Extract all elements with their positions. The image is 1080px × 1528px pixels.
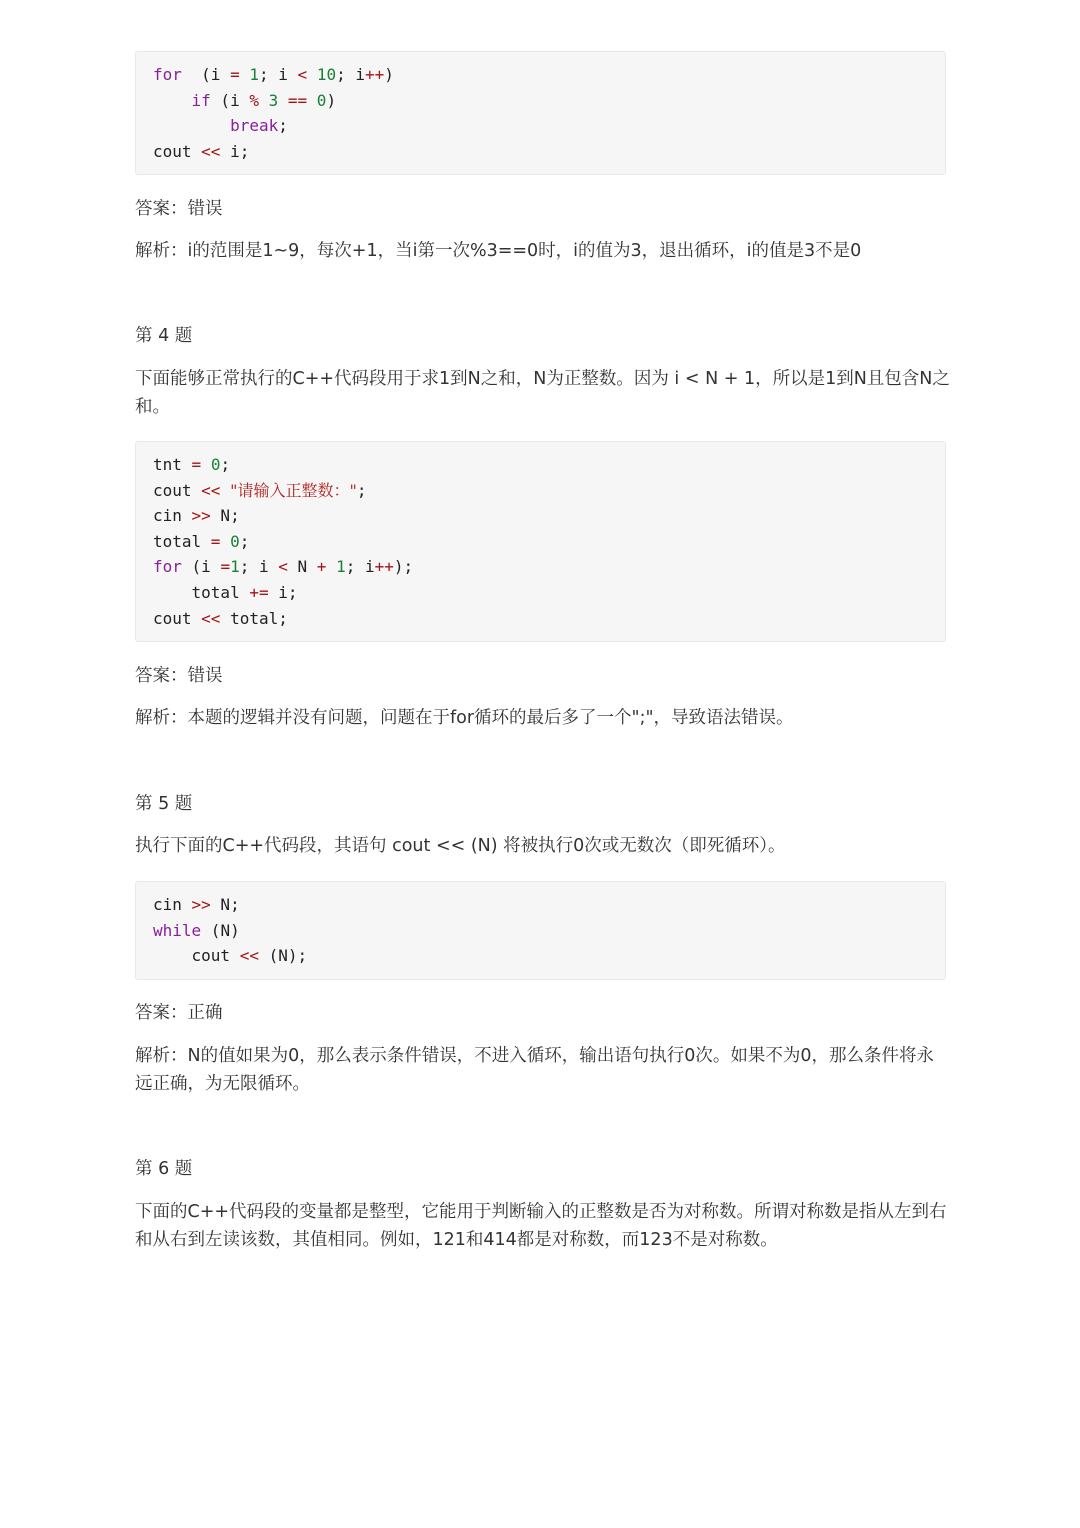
code-token — [259, 91, 269, 110]
code-token — [240, 65, 250, 84]
code-token: 3 — [268, 90, 279, 110]
code-token: ++ — [374, 557, 394, 577]
code-line — [153, 478, 928, 504]
code-token: (i — [181, 557, 221, 577]
code-token: i; — [220, 141, 250, 161]
code-token: cin — [153, 506, 192, 526]
code-token: (i — [210, 90, 250, 110]
code-token: += — [249, 582, 269, 602]
analysis-5: 解析：N的值如果为0，那么表示条件错误，不进入循环，输出语句执行0次。如果不为0，那么条件将永远正确，为无限循环。 — [135, 1046, 934, 1094]
code-token: ; i — [345, 557, 375, 577]
question-5-text: 执行下面的C++代码段，其语句 cout << (N) 将被执行0次或无数次（即死循环）。 — [135, 836, 786, 856]
question-4-heading: 第 4 题 — [135, 326, 193, 346]
code-line — [153, 113, 928, 139]
code-token: total — [153, 531, 211, 551]
code-token: cout — [153, 946, 240, 966]
code-token: ; i — [259, 65, 298, 84]
code-token: (N) — [201, 920, 240, 940]
code-token: >> — [191, 895, 211, 914]
code-token: 10 — [316, 65, 337, 84]
code-token: 1 — [336, 557, 346, 577]
code-token — [220, 532, 230, 551]
code-token: if — [191, 90, 211, 110]
code-token: for — [153, 557, 182, 577]
code-token: (N); — [258, 946, 308, 966]
code-token: + — [316, 557, 327, 577]
code-token: = — [220, 557, 231, 577]
answer-1: 答案：错误 — [135, 199, 223, 219]
question-4-text: 下面能够正常执行的C++代码段用于求1到N之和，N为正整数。因为 i < N + 1，所以是1到N且包含N之和。 — [135, 369, 950, 417]
code-line — [153, 503, 928, 529]
code-token: ; — [220, 455, 231, 474]
code-token: ; — [239, 531, 250, 551]
code-token — [220, 481, 230, 500]
code-token: ); — [393, 557, 414, 577]
code-line — [153, 529, 928, 555]
code-token: << — [201, 608, 221, 628]
code-token: total; — [220, 608, 288, 628]
code-token: ++ — [364, 65, 385, 84]
code-block-1 — [135, 51, 946, 175]
code-token: 1 — [249, 65, 259, 84]
code-token: break — [230, 116, 279, 136]
code-token: = — [210, 531, 221, 551]
code-token: ; i — [336, 65, 365, 84]
question-6-text: 下面的C++代码段的变量都是整型，它能用于判断输入的正整数是否为对称数。所谓对称数是指从左到右和从右到左读该数，其值相同。例如，121和414都是对称数，而123不是对称数。 — [135, 1202, 947, 1250]
code-token: ; — [356, 480, 367, 500]
code-token: while — [153, 920, 202, 940]
code-line — [153, 580, 928, 606]
code-line — [153, 88, 928, 114]
code-token: << — [201, 480, 221, 500]
code-token: = — [191, 455, 202, 474]
code-token: 1 — [230, 557, 240, 577]
code-token — [307, 65, 317, 84]
code-token: 0 — [230, 531, 240, 551]
code-token: ) — [384, 65, 394, 84]
analysis-4: 解析：本题的逻辑并没有问题，问题在于for循环的最后多了一个";"，导致语法错误。 — [135, 708, 794, 728]
code-token: >> — [191, 506, 211, 526]
answer-5: 答案：正确 — [135, 1003, 223, 1023]
question-5-heading: 第 5 题 — [135, 794, 193, 814]
code-line — [153, 606, 928, 632]
code-line — [153, 452, 928, 478]
code-token: = — [230, 65, 240, 84]
code-token: < — [278, 557, 288, 577]
question-6-heading: 第 6 题 — [135, 1159, 193, 1179]
code-token: << — [239, 946, 259, 966]
code-token: "请输入正整数：" — [230, 480, 357, 500]
code-token — [153, 116, 230, 135]
code-token: total — [153, 582, 250, 602]
code-token: < — [297, 65, 308, 84]
code-token: == — [287, 90, 308, 110]
code-token: i; — [268, 582, 298, 602]
code-line — [153, 918, 928, 944]
code-token: ) — [326, 90, 337, 110]
code-token: tnt — [153, 455, 192, 474]
code-token: << — [201, 141, 221, 161]
analysis-1: 解析：i的范围是1~9，每次+1，当i第一次%3==0时，i的值为3，退出循环，i的值是3不是0 — [135, 241, 862, 261]
answer-4: 答案：错误 — [135, 666, 223, 686]
code-token — [326, 557, 336, 576]
code-token: N — [287, 557, 317, 577]
code-token: for — [153, 65, 182, 84]
code-token — [278, 91, 288, 110]
code-token: % — [249, 90, 259, 110]
code-token: cout — [153, 480, 202, 500]
code-block-q5 — [135, 881, 946, 980]
code-line — [153, 62, 928, 88]
code-token — [153, 91, 192, 110]
code-line — [153, 554, 928, 580]
code-token: N; — [210, 895, 240, 914]
code-token: (i — [181, 65, 231, 84]
code-token: ; — [278, 116, 288, 136]
code-token: 0 — [316, 90, 327, 110]
code-token: ; i — [239, 557, 279, 577]
code-token: N; — [210, 506, 240, 526]
code-token — [307, 91, 317, 110]
code-block-q4 — [135, 441, 946, 642]
code-line — [153, 943, 928, 969]
code-token — [201, 455, 211, 474]
code-token: cout — [153, 608, 202, 628]
code-token: 0 — [210, 455, 221, 474]
code-token: cout — [153, 141, 202, 161]
code-line — [153, 139, 928, 165]
code-line — [153, 892, 928, 918]
code-token: cin — [153, 895, 192, 914]
